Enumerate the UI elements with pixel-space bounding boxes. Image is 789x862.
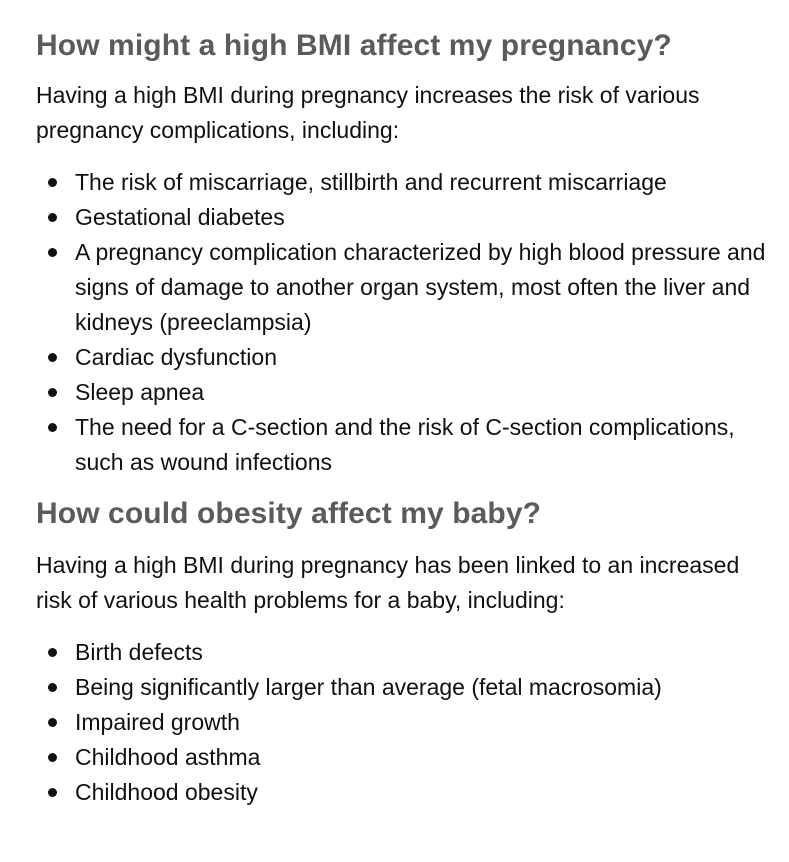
list-item: Cardiac dysfunction xyxy=(75,340,781,375)
list-item: The risk of miscarriage, stillbirth and recurrent miscarriage xyxy=(75,165,781,200)
section-intro-pregnancy: Having a high BMI during pregnancy increases the risk of various pregnancy complications, including: xyxy=(36,82,700,143)
list-item: Childhood asthma xyxy=(75,740,781,775)
article-content xyxy=(36,0,781,810)
section-heading-pregnancy: How might a high BMI affect my pregnancy? xyxy=(36,29,672,62)
list-item: Birth defects xyxy=(75,635,781,670)
baby-health-problems-list xyxy=(36,635,781,810)
list-item: A pregnancy complication characterized by high blood pressure and signs of damage to another organ system, most often the liver and kidneys (preeclampsia) xyxy=(75,235,781,340)
list-item: Sleep apnea xyxy=(75,375,781,410)
list-item: Being significantly larger than average (fetal macrosomia) xyxy=(75,670,781,705)
section-heading-baby: How could obesity affect my baby? xyxy=(36,497,542,530)
list-item: The need for a C-section and the risk of C-section complications, such as wound infections xyxy=(75,410,781,480)
section-intro-baby: Having a high BMI during pregnancy has been linked to an increased risk of various health problems for a baby, including: xyxy=(36,552,740,613)
pregnancy-complications-list xyxy=(36,165,781,480)
list-item: Gestational diabetes xyxy=(75,200,781,235)
list-item: Impaired growth xyxy=(75,705,781,740)
list-item: Childhood obesity xyxy=(75,775,781,810)
clipped-previous-line xyxy=(36,0,781,8)
